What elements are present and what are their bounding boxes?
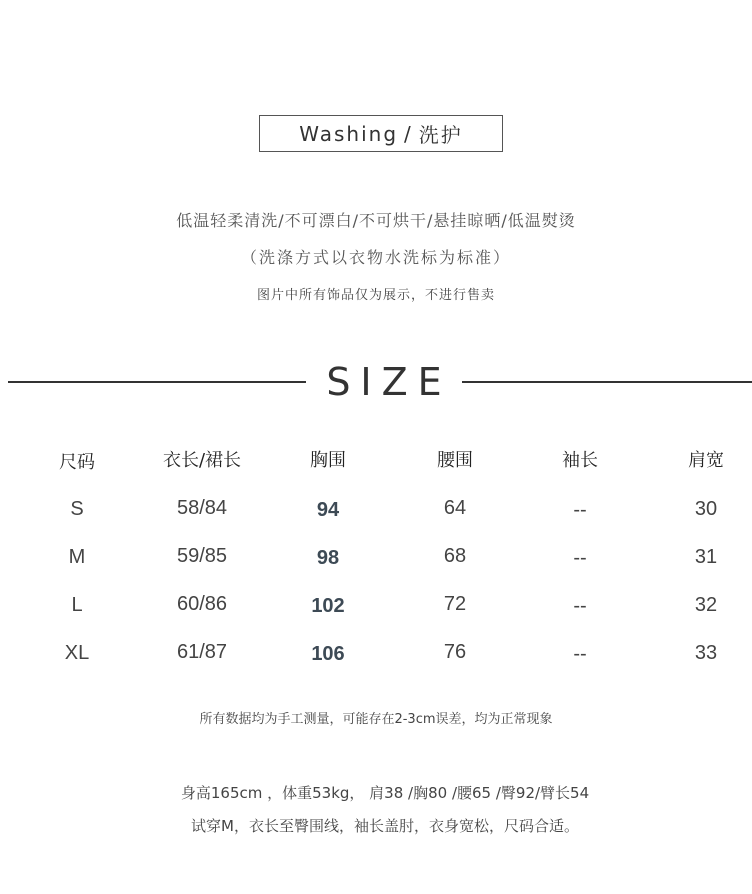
row-l-bust: 102 — [311, 595, 345, 617]
row-xl-shoulder: 33 — [694, 642, 718, 664]
header-size: 尺码 — [59, 452, 95, 473]
washing-title-separator: / — [404, 121, 413, 146]
row-m-size: M — [68, 546, 86, 568]
measurement-note: 所有数据均为手工测量，可能存在2-3cm误差，均为正常现象 — [199, 712, 553, 727]
header-waist: 腰围 — [437, 450, 473, 471]
row-s-size: S — [70, 498, 84, 520]
size-divider-left — [8, 381, 306, 383]
row-l-length: 60/86 — [176, 593, 228, 615]
washing-methods: 低温轻柔清洗/不可漂白/不可烘干/悬挂晾晒/低温熨烫 — [176, 211, 576, 230]
model-fit-note: 试穿M，衣长至臀围线，袖长盖肘，衣身宽松，尺码合适。 — [191, 817, 579, 835]
row-l-sleeve: -- — [573, 595, 587, 617]
row-l-size: L — [71, 594, 83, 616]
row-l-shoulder: 32 — [694, 594, 718, 616]
model-measurements: 身高165cm ，体重53kg， 肩38 /胸80 /腰65 /臀92/臂长54 — [180, 784, 590, 802]
row-m-sleeve: -- — [573, 547, 587, 569]
row-s-shoulder: 30 — [694, 498, 718, 520]
row-s-length: 58/84 — [176, 497, 228, 519]
row-m-waist: 68 — [443, 545, 467, 567]
washing-title-en: Washing — [299, 121, 399, 146]
row-xl-size: XL — [64, 642, 90, 664]
washing-title-cn: 洗护 — [418, 123, 463, 147]
accessories-disclaimer: 图片中所有饰品仅为展示，不进行售卖 — [256, 288, 495, 303]
row-xl-bust: 106 — [311, 643, 345, 665]
row-xl-sleeve: -- — [573, 643, 587, 665]
row-xl-length: 61/87 — [176, 641, 228, 663]
row-m-length: 59/85 — [176, 545, 228, 567]
size-section-title: SIZE — [326, 360, 452, 404]
header-length: 衣长/裙长 — [162, 450, 242, 471]
header-sleeve: 袖长 — [562, 450, 598, 471]
size-divider-right — [462, 381, 752, 383]
row-s-bust: 94 — [316, 499, 340, 521]
row-m-shoulder: 31 — [694, 546, 718, 568]
header-shoulder: 肩宽 — [688, 450, 724, 471]
header-bust: 胸围 — [310, 450, 346, 471]
washing-note: （洗涤方式以衣物水洗标为标准） — [240, 248, 511, 267]
row-m-bust: 98 — [316, 547, 340, 569]
row-l-waist: 72 — [443, 593, 467, 615]
row-s-waist: 64 — [443, 497, 467, 519]
row-s-sleeve: -- — [573, 499, 587, 521]
row-xl-waist: 76 — [443, 641, 467, 663]
washing-title-box — [259, 115, 503, 152]
